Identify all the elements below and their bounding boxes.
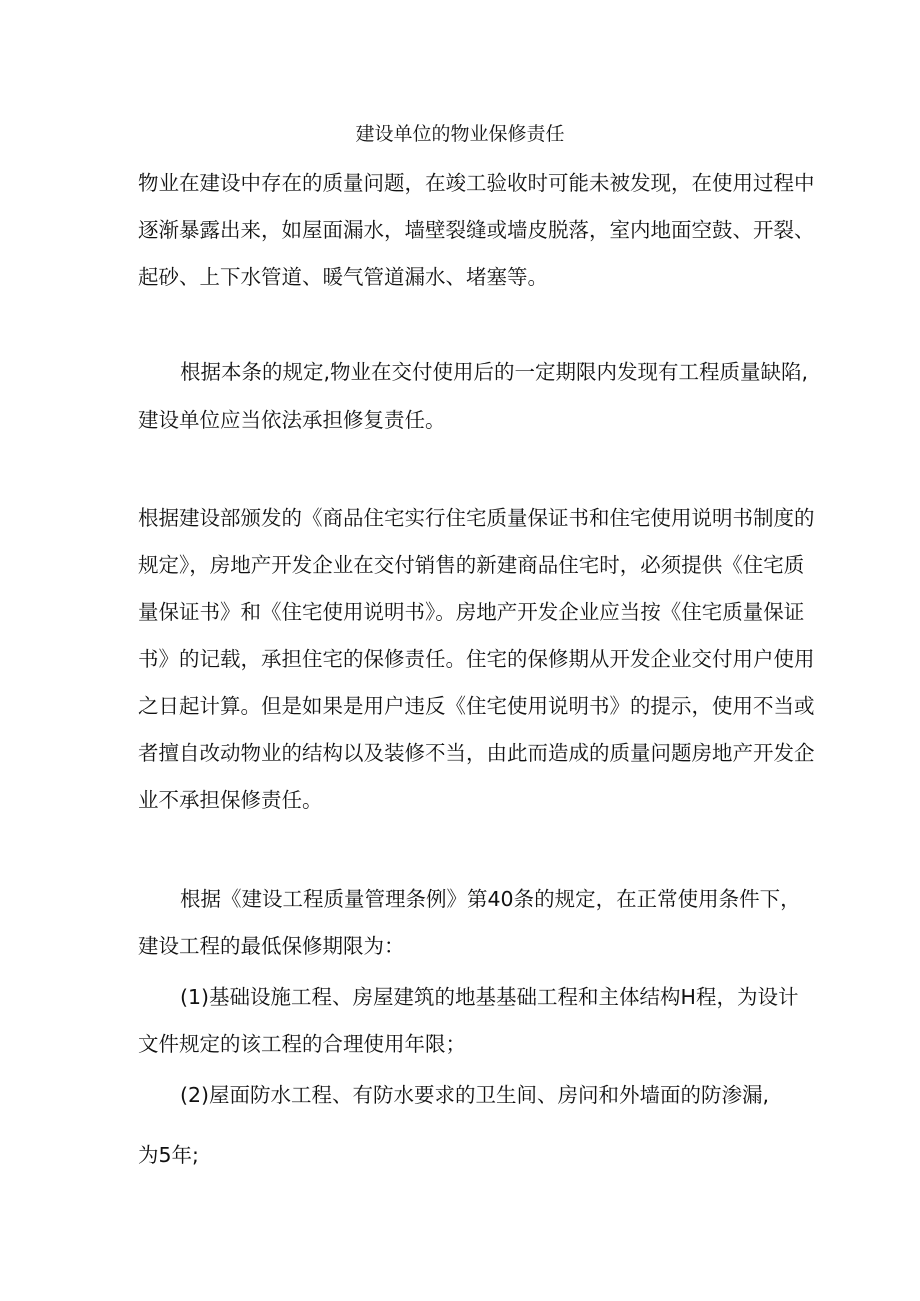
list-item-1-line-2: 文件规定的该工程的合理使用年限； bbox=[138, 1032, 466, 1056]
paragraph-4-line-1: 根据《建设工程质量管理条例》第40条的规定，在正常使用条件下， bbox=[180, 887, 801, 911]
paragraph-3-line-3: 量保证书》和《住宅使用说明书》。房地产开发企业应当按《住宅质量保证 bbox=[138, 600, 805, 624]
paragraph-3-line-6: 者擅自改动物业的结构以及装修不当，由此而造成的质量问题房地产开发企 bbox=[138, 741, 815, 765]
list-item-2-line-2: 为5年; bbox=[138, 1143, 199, 1167]
paragraph-3-line-7: 业不承担保修责任。 bbox=[138, 788, 323, 812]
document-title: 建设单位的物业保修责任 bbox=[355, 123, 565, 145]
paragraph-3-line-5: 之日起计算。但是如果是用户违反《住宅使用说明书》的提示，使用不当或 bbox=[138, 694, 815, 718]
paragraph-1-line-2: 逐渐暴露出来，如屋面漏水，墙壁裂缝或墙皮脱落，室内地面空鼓、开裂、 bbox=[138, 218, 815, 242]
paragraph-3-line-2: 规定》，房地产开发企业在交付销售的新建商品住宅时，必须提供《住宅质 bbox=[138, 553, 805, 577]
paragraph-4-line-2: 建设工程的最低保修期限为： bbox=[138, 934, 405, 958]
paragraph-2-line-2: 建设单位应当依法承担修复责任。 bbox=[138, 408, 446, 432]
list-item-2-line-1: (2)屋面防水工程、有防水要求的卫生间、房问和外墙面的防渗漏, bbox=[180, 1083, 770, 1107]
paragraph-1-line-1: 物业在建设中存在的质量问题，在竣工验收时可能未被发现，在使用过程中 bbox=[138, 171, 815, 195]
paragraph-3-line-4: 书》的记载，承担住宅的保修责任。住宅的保修期从开发企业交付用户使用 bbox=[138, 647, 815, 671]
paragraph-1-line-3: 起砂、上下水管道、暖气管道漏水、堵塞等。 bbox=[138, 265, 548, 289]
paragraph-3-line-1: 根据建设部颁发的《商品住宅实行住宅质量保证书和住宅使用说明书制度的 bbox=[138, 506, 815, 530]
paragraph-2-line-1: 根据本条的规定,物业在交付使用后的一定期限内发现有工程质量缺陷, bbox=[180, 360, 809, 384]
list-item-1-line-1: (1)基础设施工程、房屋建筑的地基基础工程和主体结构H程，为设计 bbox=[180, 985, 799, 1009]
